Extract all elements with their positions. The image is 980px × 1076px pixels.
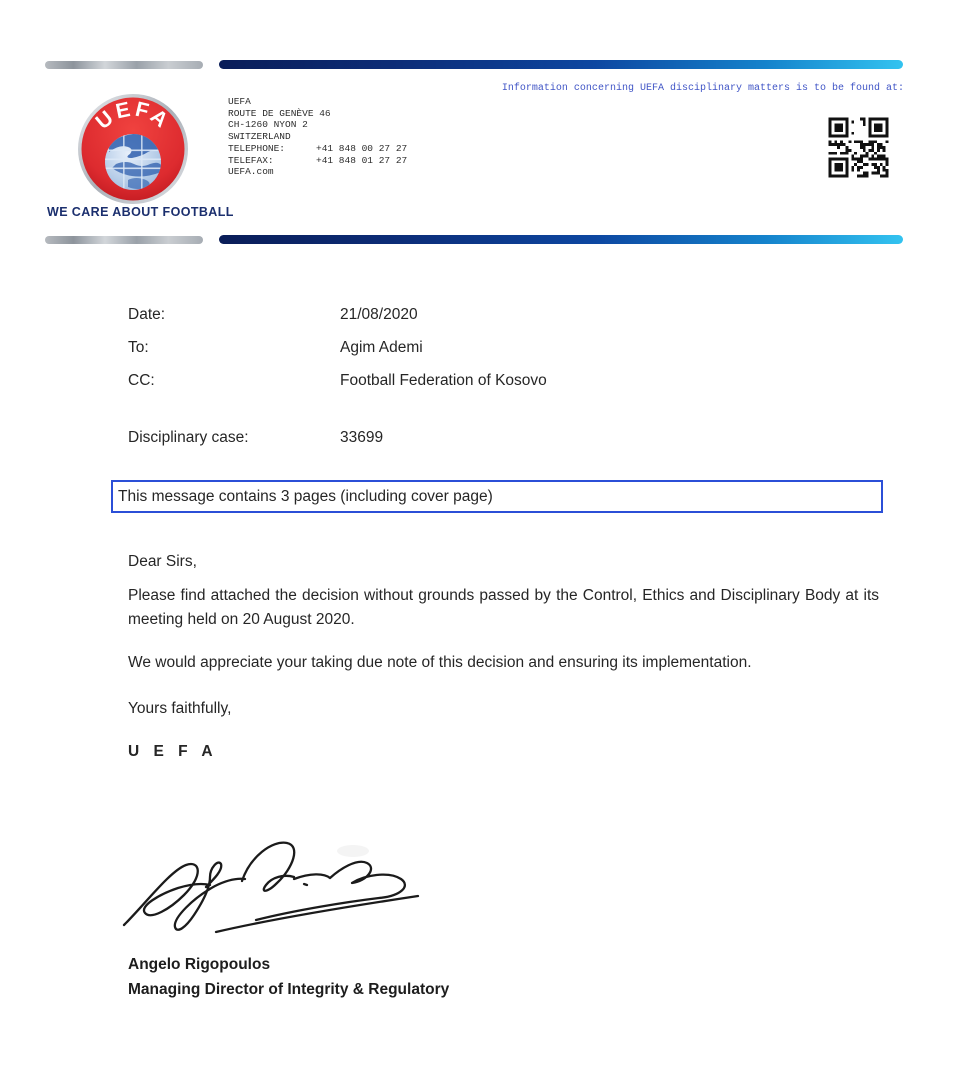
address-telephone-line: [228, 143, 407, 155]
qr-code-icon: [823, 112, 894, 183]
field-row-cc: [128, 372, 547, 390]
body-paragraph-1: Please find attached the decision without grounds passed by the Control, Ethics and Disciplinary Body at its meeting held on 20 August 2020.: [128, 587, 879, 628]
handwritten-signature: [118, 833, 453, 938]
field-row-date: [128, 306, 418, 324]
telephone-label: TELEPHONE:: [228, 142, 286, 154]
cc-label: CC:: [128, 372, 155, 389]
field-row-disciplinary-case: [128, 429, 383, 447]
telephone-value: +41 848 00 27 27: [316, 142, 408, 154]
top-blue-bar: [219, 60, 903, 69]
address-line: ROUTE DE GENÈVE 46: [228, 107, 331, 119]
date-label: Date:: [128, 306, 166, 323]
salutation: Dear Sirs,: [128, 553, 197, 570]
case-value: 33699: [340, 429, 384, 446]
bottom-silver-bar: [45, 236, 203, 244]
body-paragraph-2: We would appreciate your taking due note of this decision and ensuring its implementation.: [128, 654, 752, 671]
website-link: UEFA.com: [228, 166, 274, 178]
date-value: 21/08/2020: [340, 306, 418, 323]
to-label: To:: [128, 339, 149, 356]
signatory-title: Managing Director of Integrity & Regulatory: [128, 981, 450, 998]
svg-text:UEFA: UEFA: [91, 97, 175, 134]
sender-address-block: [228, 96, 407, 178]
telefax-label: TELEFAX:: [228, 154, 274, 166]
page-count-notice-box: This message contains 3 pages (including cover page): [111, 480, 883, 513]
telefax-value: +41 848 01 27 27: [316, 154, 408, 166]
uefa-logo-icon: [76, 92, 190, 206]
bottom-blue-bar: [219, 235, 903, 244]
signatory-name: Angelo Rigopoulos: [128, 956, 271, 973]
to-value: Agim Ademi: [340, 339, 423, 356]
organization-name: U E F A: [128, 743, 218, 760]
address-line: SWITZERLAND: [228, 131, 291, 143]
field-row-to: [128, 339, 423, 357]
address-line: CH-1260 NYON 2: [228, 119, 308, 131]
address-line: UEFA: [228, 96, 251, 107]
uefa-tagline: WE CARE ABOUT FOOTBALL: [47, 205, 234, 219]
cc-value: Football Federation of Kosovo: [340, 372, 547, 389]
disciplinary-info-notice: Information concerning UEFA disciplinary matters is to be found at:: [501, 83, 904, 94]
top-silver-bar: [45, 61, 203, 69]
case-label: Disciplinary case:: [128, 429, 249, 446]
closing-line: Yours faithfully,: [128, 700, 232, 717]
address-telefax-line: [228, 155, 407, 167]
